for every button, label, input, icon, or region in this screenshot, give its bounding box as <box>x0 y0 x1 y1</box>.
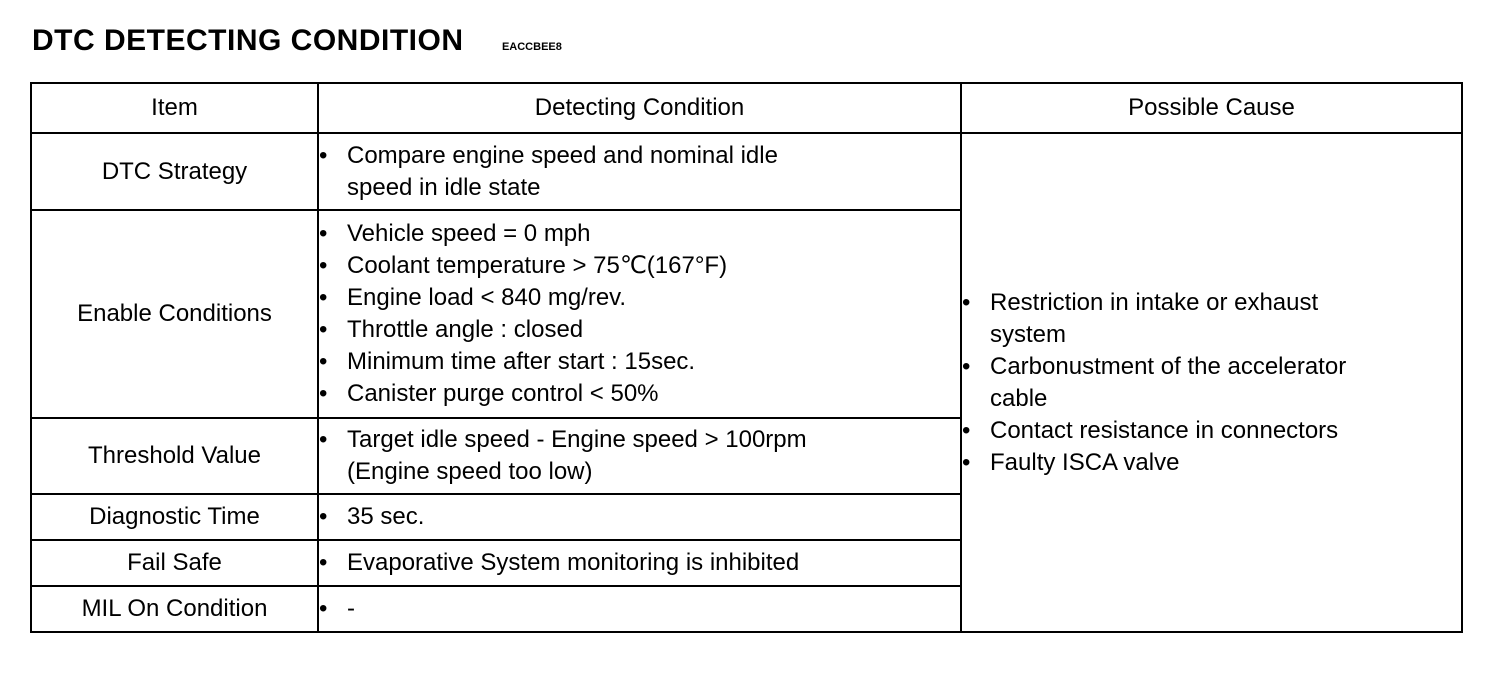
condition-item: • Compare engine speed and nominal idle speed in idle state <box>319 140 797 204</box>
dtc-condition-table <box>30 82 1463 633</box>
table-header-row <box>31 83 1462 133</box>
condition-list <box>319 501 960 533</box>
row-item-mil-on-condition: MIL On Condition <box>31 586 318 632</box>
condition-list <box>319 140 960 204</box>
condition-list <box>319 424 960 488</box>
possible-cause-cell <box>961 133 1462 632</box>
row-conditions-fail-safe <box>318 540 961 586</box>
condition-item: • Minimum time after start : 15sec. <box>319 346 960 378</box>
row-conditions-diagnostic-time <box>318 494 961 540</box>
condition-item: • Evaporative System monitoring is inhibited <box>319 547 960 579</box>
row-conditions-enable-conditions <box>318 210 961 418</box>
page-title: DTC DETECTING CONDITION <box>32 24 464 57</box>
condition-item: • Target idle speed - Engine speed > 100rpm (Engine speed too low) <box>319 424 877 488</box>
condition-item: • 35 sec. <box>319 501 960 533</box>
condition-item: • Vehicle speed = 0 mph <box>319 218 960 250</box>
possible-cause-list <box>962 287 1461 479</box>
row-item-fail-safe: Fail Safe <box>31 540 318 586</box>
row-item-enable-conditions: Enable Conditions <box>31 210 318 418</box>
column-header-possible-cause: Possible Cause <box>961 83 1462 133</box>
condition-item: • - <box>319 593 960 625</box>
column-header-detecting-condition: Detecting Condition <box>318 83 961 133</box>
row-item-diagnostic-time: Diagnostic Time <box>31 494 318 540</box>
possible-cause-item: • Contact resistance in connectors <box>962 415 1461 447</box>
condition-item: • Engine load < 840 mg/rev. <box>319 282 960 314</box>
possible-cause-item: • Carbonustment of the accelerator cable <box>962 351 1390 415</box>
row-conditions-mil-on-condition <box>318 586 961 632</box>
row-item-dtc-strategy: DTC Strategy <box>31 133 318 210</box>
table-row <box>31 133 1462 210</box>
column-header-item: Item <box>31 83 318 133</box>
condition-item: • Canister purge control < 50% <box>319 378 960 410</box>
row-conditions-dtc-strategy <box>318 133 961 210</box>
document-code: EACCBEE8 <box>501 41 562 53</box>
condition-item: • Throttle angle : closed <box>319 314 960 346</box>
possible-cause-item: • Restriction in intake or exhaust system <box>962 287 1375 351</box>
condition-item: • Coolant temperature > 75℃(167°F) <box>319 250 960 282</box>
condition-list <box>319 593 960 625</box>
condition-list <box>319 547 960 579</box>
row-item-threshold-value: Threshold Value <box>31 418 318 494</box>
condition-list <box>319 218 960 410</box>
possible-cause-item: • Faulty ISCA valve <box>962 447 1461 479</box>
title-row <box>32 24 562 58</box>
row-conditions-threshold-value <box>318 418 961 494</box>
